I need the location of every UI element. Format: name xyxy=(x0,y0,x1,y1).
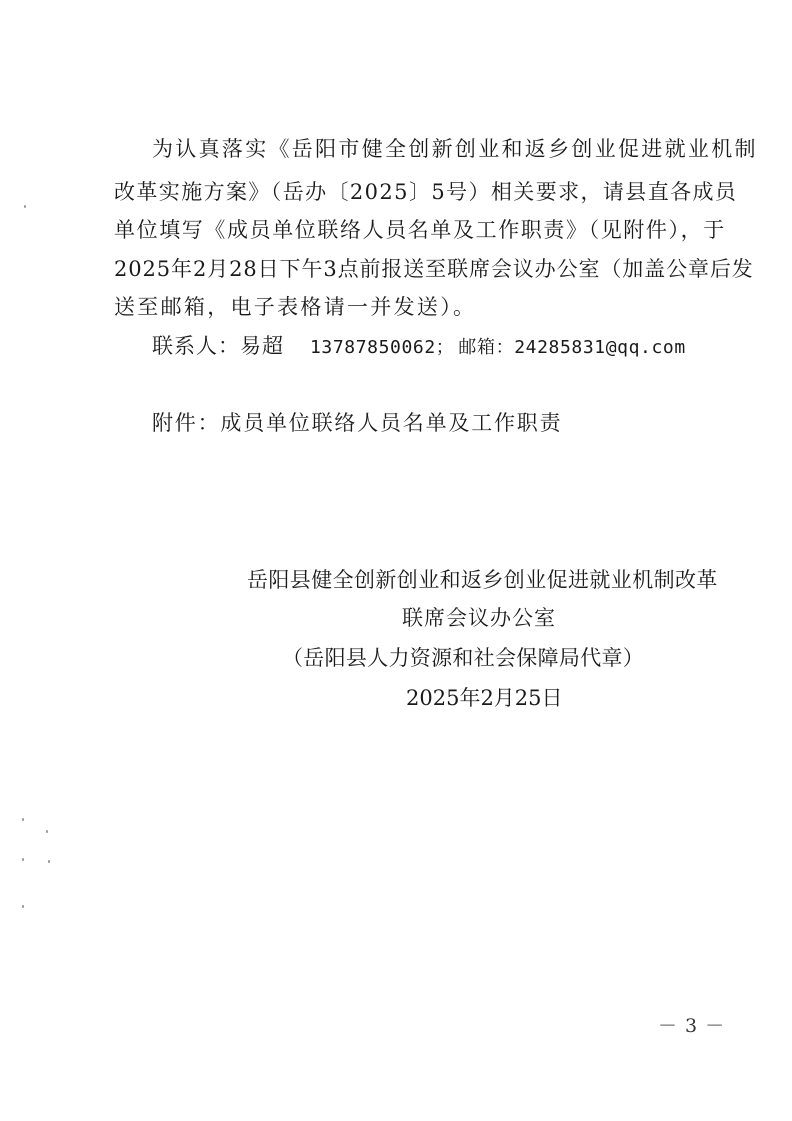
paragraph-line-1: 为认真落实《岳阳市健全创新创业和返乡创业促进就业机制 xyxy=(152,137,758,161)
contact-phone: 13787850062； xyxy=(310,337,455,358)
attachment-note: 附件：成员单位联络人员名单及工作职责 xyxy=(152,411,563,435)
page-number: － 3 － xyxy=(658,1015,726,1037)
scan-mark xyxy=(22,818,24,821)
signature-date: 2025年2月25日 xyxy=(406,686,563,710)
scan-mark xyxy=(24,205,26,208)
signature-org-line2: 联席会议办公室 xyxy=(402,606,556,630)
contact-email: 邮箱：24285831@qq.com xyxy=(458,337,686,358)
scan-mark xyxy=(22,858,24,861)
paragraph-line-5: 送至邮箱，电子表格请一并发送）。 xyxy=(114,295,477,319)
paragraph-line-2: 改革实施方案》（岳办〔2025〕5号）相关要求，请县直各成员 xyxy=(114,180,738,204)
contact-line xyxy=(152,336,686,357)
paragraph-line-4: 2025年2月28日下午3点前报送至联席会议办公室（加盖公章后发 xyxy=(114,257,754,281)
paragraph-line-3: 单位填写《成员单位联络人员名单及工作职责》（见附件），于 xyxy=(114,218,726,242)
scan-mark xyxy=(48,860,50,863)
scan-mark xyxy=(46,830,48,833)
signature-seal-note: （岳阳县人力资源和社会保障局代章） xyxy=(282,646,645,670)
contact-person: 联系人：易超 xyxy=(152,334,284,358)
scan-mark xyxy=(22,905,24,908)
signature-org-line1: 岳阳县健全创新创业和返乡创业促进就业机制改革 xyxy=(247,568,718,592)
